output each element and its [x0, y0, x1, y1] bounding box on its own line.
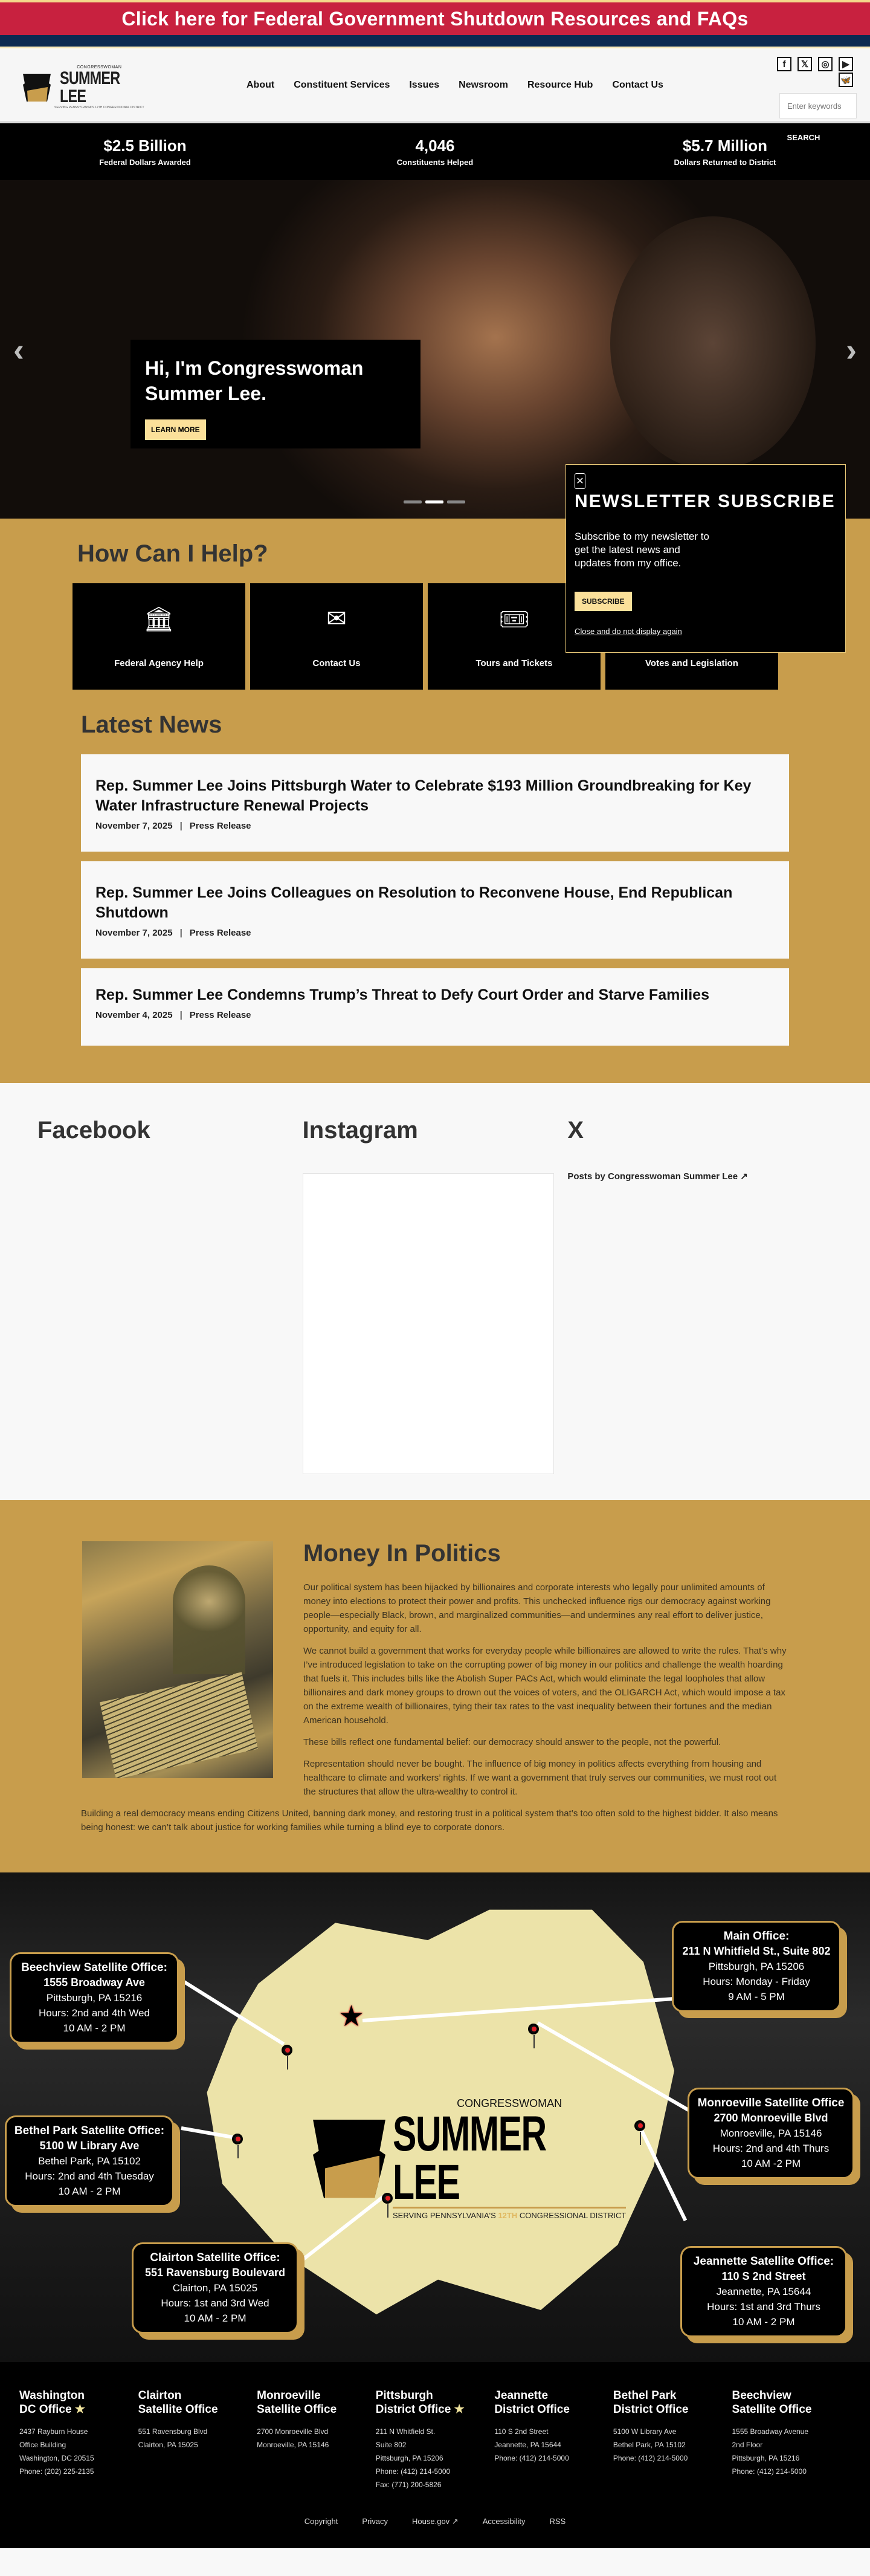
stat-constituents	[290, 123, 580, 180]
office-line: Suite 802	[375, 2441, 407, 2449]
office-hours: Hours: 2nd and 4th Thurs	[712, 2143, 830, 2154]
office-name: Monroeville Satellite Office	[697, 2097, 845, 2109]
close-do-not-display-link[interactable]: Close and do not display again	[575, 627, 682, 636]
office-title: Washington	[19, 2389, 85, 2402]
office-line: Washington, DC 20515	[19, 2454, 94, 2462]
office-title: District Office	[494, 2403, 570, 2416]
news-item	[81, 968, 789, 1046]
footer-office-bethel-park	[613, 2389, 732, 2491]
money-text	[303, 1540, 789, 1799]
capitol-money-illustration	[81, 1540, 274, 1779]
slide-dot-1[interactable]	[404, 500, 422, 503]
office-line: Monroeville, PA 15146	[257, 2441, 329, 2449]
office-time: 10 AM - 2 PM	[58, 2186, 121, 2197]
office-line: 5100 W Library Ave	[613, 2427, 677, 2436]
facebook-icon[interactable]: f	[777, 57, 791, 71]
footer-link-copyright[interactable]: Copyright	[304, 2517, 338, 2526]
youtube-icon[interactable]: ▶	[839, 57, 853, 71]
separator: |	[179, 821, 182, 831]
office-time: 10 AM - 2 PM	[63, 2022, 126, 2034]
news-date: November 7, 2025	[95, 821, 173, 831]
close-icon[interactable]: ✕	[575, 473, 585, 489]
stat-label: Dollars Returned to District	[674, 158, 776, 167]
hero-caption	[130, 340, 420, 448]
office-bethel-park	[5, 2115, 174, 2207]
card-label: Contact Us	[312, 658, 361, 668]
office-phone: Phone: (202) 225-2135	[19, 2467, 94, 2476]
office-hours: Hours: 2nd and 4th Wed	[39, 2007, 150, 2019]
nav-newsroom[interactable]: Newsroom	[459, 80, 508, 90]
x-posts-link[interactable]: Posts by Congresswoman Summer Lee ↗	[567, 1171, 748, 1182]
main-office-star-icon: ★	[338, 2001, 365, 2033]
office-title: Beechview	[732, 2389, 791, 2402]
office-line: 2nd Floor	[732, 2441, 763, 2449]
x-feed	[567, 1117, 833, 1500]
news-date: November 4, 2025	[95, 1010, 173, 1020]
slider-next-arrow-icon[interactable]: ›	[846, 332, 857, 368]
stat-label: Federal Dollars Awarded	[99, 158, 191, 167]
news-link[interactable]: Rep. Summer Lee Condemns Trump’s Threat to Defy Court Order and Starve Families	[95, 986, 709, 1003]
map-logo-name: SUMMER LEE	[393, 2106, 546, 2210]
star-icon: ★	[454, 2403, 465, 2416]
popup-body: Subscribe to my newsletter to get the latest news and updates from my office.	[575, 531, 709, 569]
office-beechview	[10, 1952, 179, 2044]
map-pin-icon[interactable]	[232, 2134, 243, 2144]
office-phone: Phone: (412) 214-5000	[494, 2454, 569, 2462]
money-paragraph: We cannot build a government that works for everyday people while billionaires are allowed to write the rules. That’s why I’ve introduced legislation to take on the corrupting power of big money in our politics and challenge the wealth hoarding that fuels it. This includes bills like the Abolish Super PACs Act, which would eliminate the legal loopholes that allow billionaires and dark money groups to drown out the voices of voters, and the OLIGARCH Act, which would impose a tax on the extreme wealth of billionaires, tying their tax rates to the vast inequality between their fortunes and the median American household.	[303, 1646, 787, 1726]
footer-office-dc	[19, 2389, 138, 2491]
search-input[interactable]	[779, 93, 857, 118]
news-date: November 7, 2025	[95, 928, 173, 938]
office-time: 10 AM -2 PM	[741, 2158, 801, 2169]
news-link[interactable]: Rep. Summer Lee Joins Pittsburgh Water to Celebrate $193 Million Groundbreaking for Key Water Infrastructure Renewal Projects	[95, 777, 752, 814]
nav-contact-us[interactable]: Contact Us	[612, 80, 663, 90]
nav-constituent-services[interactable]: Constituent Services	[294, 80, 390, 90]
envelope-icon: ✉	[326, 605, 347, 632]
office-hours: Hours: 1st and 3rd Wed	[161, 2297, 269, 2309]
x-heading: X	[567, 1117, 584, 1144]
site-footer	[0, 2362, 870, 2548]
office-phone: Phone: (412) 214-5000	[613, 2454, 688, 2462]
footer-office-beechview	[732, 2389, 851, 2491]
map-pin-icon[interactable]	[382, 2193, 393, 2204]
office-city: Pittsburgh, PA 15216	[46, 1992, 143, 2004]
stat-federal-dollars	[0, 123, 290, 180]
footer-office-jeannette	[494, 2389, 613, 2491]
subscribe-button[interactable]: SUBSCRIBE	[575, 592, 632, 611]
money-in-politics	[0, 1500, 870, 1872]
office-line: 110 S 2nd Street	[494, 2427, 549, 2436]
slide-dot-3[interactable]	[447, 500, 465, 503]
footer-office-clairton	[138, 2389, 257, 2491]
capitol-dome-shape	[173, 1565, 245, 1674]
separator: |	[179, 928, 182, 938]
instagram-heading: Instagram	[302, 1117, 418, 1144]
office-line: 2437 Rayburn House	[19, 2427, 88, 2436]
office-phone: Phone: (412) 214-5000	[375, 2467, 451, 2476]
instagram-embed[interactable]	[303, 1173, 554, 1474]
office-city: Jeannette, PA 15644	[716, 2286, 811, 2297]
slider-prev-arrow-icon[interactable]: ‹	[13, 332, 24, 368]
office-fax: Fax: (771) 200-5826	[375, 2481, 442, 2489]
office-title: DC Office	[19, 2403, 72, 2416]
instagram-feed	[303, 1117, 568, 1500]
logo-small-text: CONGRESSWOMAN	[77, 65, 122, 70]
footer-office-monroeville	[257, 2389, 376, 2491]
office-city: Pittsburgh, PA 15206	[708, 1961, 805, 1972]
footer-office-pittsburgh	[376, 2389, 495, 2491]
map-logo	[313, 2097, 626, 2220]
office-monroeville	[688, 2088, 854, 2179]
office-name: Clairton Satellite Office:	[150, 2251, 280, 2264]
office-line: Pittsburgh, PA 15206	[375, 2454, 443, 2462]
logo-tagline: SERVING PENNSYLVANIA'S 12TH CONGRESSIONAL DISTRICT	[54, 106, 144, 109]
social-links	[777, 57, 853, 71]
office-title: Clairton	[138, 2389, 182, 2402]
office-line: Bethel Park, PA 15102	[613, 2441, 686, 2449]
office-title: Satellite Office	[138, 2403, 218, 2416]
office-address: 1555 Broadway Ave	[44, 1976, 145, 1989]
news-category: Press Release	[189, 928, 251, 938]
news-category: Press Release	[189, 1010, 251, 1020]
office-hours: Hours: 1st and 3rd Thurs	[707, 2301, 820, 2312]
site-logo[interactable]	[22, 65, 144, 109]
card-label: Votes and Legislation	[645, 658, 738, 668]
office-hours: Hours: Monday - Friday	[703, 1976, 810, 1987]
office-city: Clairton, PA 15025	[172, 2282, 258, 2294]
footer-link-accessibility[interactable]: Accessibility	[482, 2517, 526, 2526]
footer-links	[19, 2517, 851, 2526]
star-icon: ★	[74, 2403, 85, 2416]
footer-link-rss[interactable]: RSS	[549, 2517, 566, 2526]
card-contact-us[interactable]	[250, 583, 423, 690]
card-label: Tours and Tickets	[475, 658, 553, 668]
nav-about[interactable]: About	[246, 80, 275, 90]
office-line: Jeannette, PA 15644	[494, 2441, 561, 2449]
facebook-feed	[37, 1117, 303, 1500]
office-title: Jeannette	[494, 2389, 549, 2402]
money-paragraph: Representation should never be bought. The influence of big money in politics affects everything from housing and healthcare to climate and workers’ rights. If we want a government that truly serves our communities, we must root out the structures that allow the ultra-wealthy to control it.	[303, 1759, 777, 1797]
office-name: Jeannette Satellite Office:	[693, 2255, 834, 2268]
capitol-building-icon: 🏛	[143, 606, 175, 633]
latest-news	[0, 690, 870, 1083]
separator: |	[179, 1010, 182, 1020]
instagram-icon[interactable]: ◎	[818, 57, 833, 71]
site-header	[0, 48, 870, 142]
office-jeannette	[680, 2246, 847, 2337]
office-line: 2700 Monroeville Blvd	[257, 2427, 329, 2436]
stat-label: Constituents Helped	[396, 158, 474, 167]
office-address: 5100 W Library Ave	[39, 2140, 140, 2152]
map-pin-icon[interactable]	[634, 2120, 645, 2131]
nav-issues[interactable]: Issues	[409, 80, 440, 90]
office-city: Monroeville, PA 15146	[720, 2128, 822, 2139]
hero-photo	[610, 216, 816, 470]
stat-value: 4,046	[415, 137, 455, 155]
keystone-logo-icon	[22, 73, 52, 103]
card-label: Federal Agency Help	[114, 658, 204, 668]
office-time: 9 AM - 5 PM	[728, 1991, 785, 2002]
stat-value: $5.7 Million	[682, 137, 768, 155]
footer-link-privacy[interactable]: Privacy	[362, 2517, 388, 2526]
main-nav	[246, 80, 663, 91]
map-logo-tag: SERVING PENNSYLVANIA'S 12TH CONGRESSIONAL DISTRICT	[393, 2207, 626, 2220]
news-category: Press Release	[189, 821, 251, 831]
office-line: Pittsburgh, PA 15216	[732, 2454, 800, 2462]
hero-title: Hi, I'm Congresswoman Summer Lee.	[145, 357, 364, 404]
ticket-icon: 🎟	[498, 606, 530, 633]
office-title: Satellite Office	[732, 2403, 812, 2416]
learn-more-button[interactable]: LEARN MORE	[145, 419, 206, 440]
map-logo-small: CONGRESSWOMAN	[457, 2097, 562, 2109]
office-title: District Office	[613, 2403, 689, 2416]
stats-bar	[0, 123, 870, 180]
navy-strip	[0, 35, 870, 48]
money-paragraph: These bills reflect one fundamental belief: our democracy should answer to the people, not the powerful.	[303, 1737, 721, 1747]
office-line: 1555 Broadway Avenue	[732, 2427, 809, 2436]
news-item	[81, 861, 789, 959]
money-paragraph: Our political system has been hijacked by billionaires and corporate interests who legally pour unlimited amounts of money into elections to protect their power and profits. This unchecked influence rigs our democracy against working people—especially Black, brown, and marginalized communities—and undermines any real effort to deliver justice, opportunity, and equity for all.	[303, 1582, 771, 1634]
slide-dot-2[interactable]	[425, 500, 443, 503]
stat-dollars-returned	[580, 123, 870, 180]
footer-offices	[19, 2389, 851, 2491]
money-paragraph: Building a real democracy means ending Citizens United, banning dark money, and restoring trust in a political system that’s too often sold to the highest bidder. It also means being honest: we can’t talk about justice for working families while turning a blind eye to corporate donors.	[81, 1808, 778, 1833]
office-address: 2700 Monroeville Blvd	[714, 2112, 828, 2124]
popup-title: NEWSLETTER SUBSCRIBE	[575, 491, 836, 511]
bluesky-icon[interactable]: 🦋	[839, 73, 853, 87]
x-icon[interactable]: 𝕏	[798, 57, 812, 71]
keystone-logo-icon	[313, 2120, 385, 2198]
social-feeds	[0, 1083, 870, 1500]
office-time: 10 AM - 2 PM	[184, 2312, 246, 2324]
office-title: Bethel Park	[613, 2389, 677, 2402]
office-address: 211 N Whitfield St., Suite 802	[682, 1945, 831, 1957]
news-link[interactable]: Rep. Summer Lee Joins Colleagues on Resolution to Reconvene House, End Republican Shutdown	[95, 884, 733, 921]
office-name: Bethel Park Satellite Office:	[14, 2125, 165, 2137]
slider-dots	[404, 500, 465, 503]
office-phone: Phone: (412) 214-5000	[732, 2467, 807, 2476]
money-title: Money In Politics	[303, 1540, 501, 1567]
footer-link-house-gov[interactable]: House.gov ↗	[412, 2517, 459, 2526]
office-line: 211 N Whitfield St.	[375, 2427, 436, 2436]
news-item	[81, 754, 789, 852]
office-name: Main Office:	[723, 1930, 790, 1943]
stat-value: $2.5 Billion	[103, 137, 187, 155]
help-title: How Can I Help?	[77, 540, 268, 567]
office-line: Clairton, PA 15025	[138, 2441, 198, 2449]
office-main	[672, 1921, 841, 2012]
office-address: 110 S 2nd Street	[721, 2270, 806, 2282]
office-clairton	[132, 2242, 298, 2334]
map-pin-icon[interactable]	[528, 2024, 539, 2034]
office-title: Monroeville	[257, 2389, 321, 2402]
office-name: Beechview Satellite Office:	[21, 1961, 167, 1974]
office-hours: Hours: 2nd and 4th Tuesday	[25, 2170, 154, 2182]
district-offices-map	[0, 1872, 870, 2362]
search-button[interactable]: SEARCH	[781, 125, 826, 149]
office-title: Satellite Office	[257, 2403, 337, 2416]
newsletter-popup	[566, 464, 846, 653]
office-address: 551 Ravensburg Boulevard	[144, 2267, 286, 2279]
office-city: Bethel Park, PA 15102	[38, 2155, 141, 2167]
card-federal-agency-help[interactable]	[72, 583, 245, 690]
facebook-heading: Facebook	[37, 1117, 150, 1144]
money-stack-shape	[100, 1672, 258, 1779]
logo-name: SUMMER LEE	[60, 68, 120, 106]
office-title: District Office	[375, 2403, 451, 2416]
office-title: Pittsburgh	[375, 2389, 433, 2402]
news-title: Latest News	[81, 711, 222, 738]
office-line: Office Building	[19, 2441, 66, 2449]
map-pin-icon[interactable]	[282, 2045, 292, 2056]
office-time: 10 AM - 2 PM	[732, 2316, 795, 2328]
shutdown-resources-banner[interactable]: Click here for Federal Government Shutdown Resources and FAQs	[0, 0, 870, 35]
nav-resource-hub[interactable]: Resource Hub	[527, 80, 593, 90]
office-line: 551 Ravensburg Blvd	[138, 2427, 208, 2436]
